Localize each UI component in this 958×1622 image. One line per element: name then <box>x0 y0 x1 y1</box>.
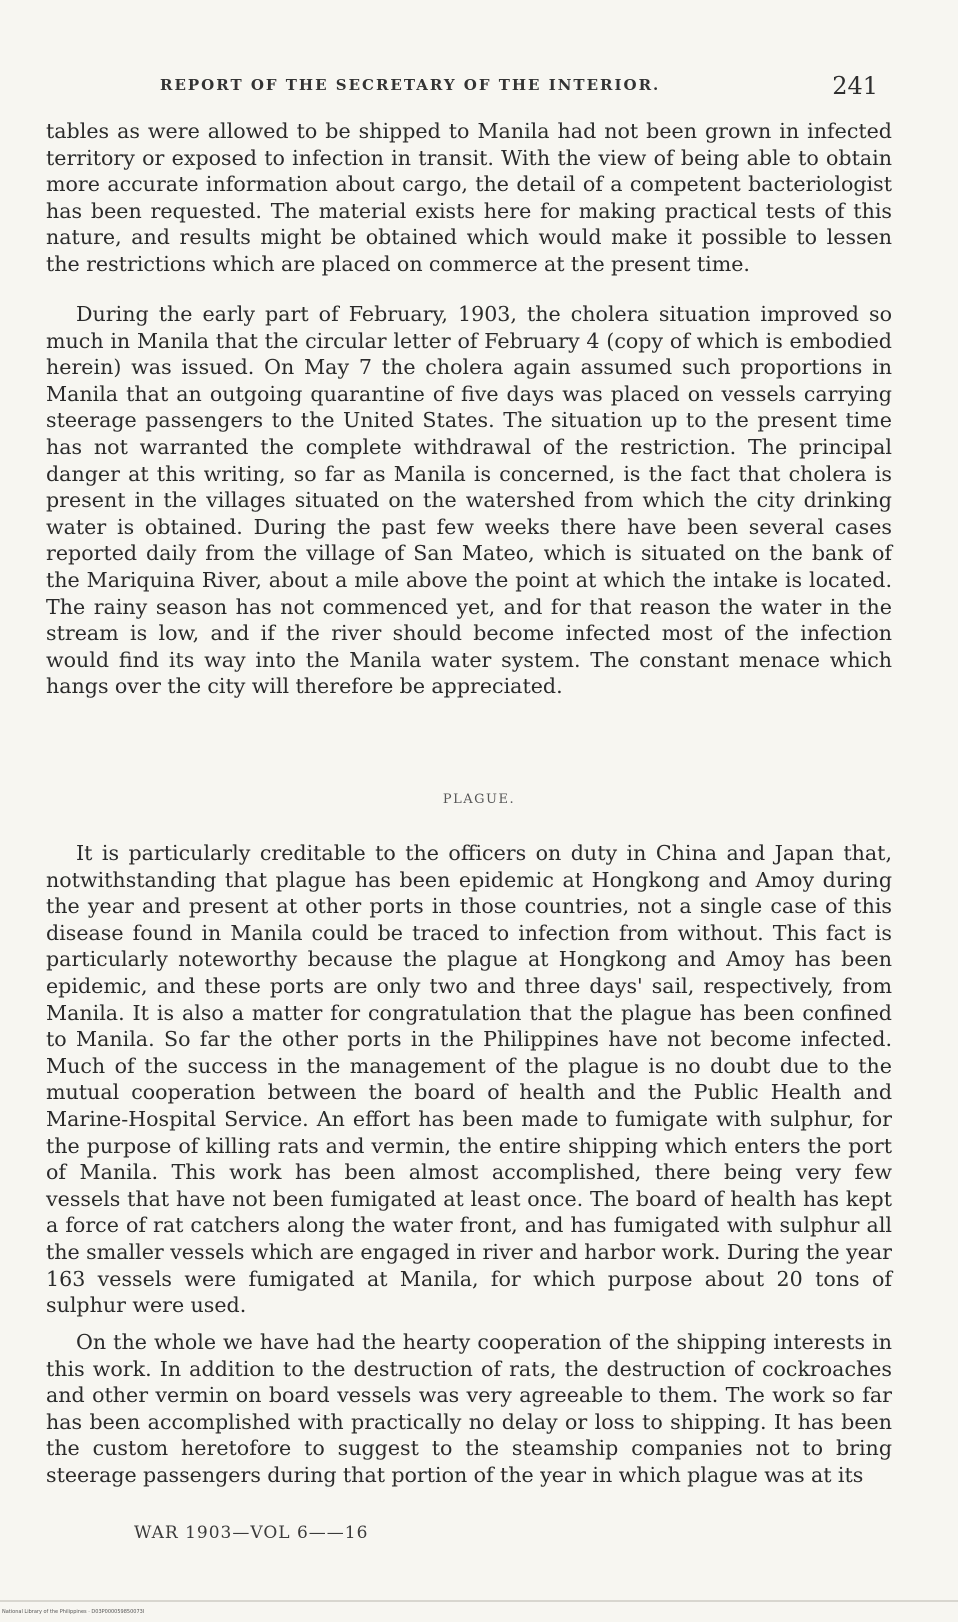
paragraph-tables-shipped: tables as were allowed to be shipped to Manila had not been grown in infected territory or exposed to infection in transit. With the view of being able to obtain more accurate information about cargo, the detail of a competent bacteriologist has been requested. The material exists here for making practical tests of this nature, and results might be obtained which would make it possible to lessen the restrictions which are placed on commerce at the present time. <box>46 119 892 276</box>
page-number: 241 <box>832 72 878 100</box>
paragraph-shipping-cooperation: On the whole we have had the hearty cooperation of the shipping interests in this work. In addition to the destruction of rats, the destruction of cockroaches and other vermin on board vessels was very agreeable to them. The work so far has been accomplished with practically no delay or loss to shipping. It has been the custom heretofore to suggest to the steamship companies not to bring steerage passengers during that portion of the year in which plague was at its <box>46 1330 892 1487</box>
section-heading-plague: PLAGUE. <box>442 792 516 807</box>
running-title: REPORT OF THE SECRETARY OF THE INTERIOR. <box>160 76 661 94</box>
page-bottom-edge <box>0 1600 958 1602</box>
paragraph-plague-creditable: It is particularly creditable to the officers on duty in China and Japan that, notwithstanding that plague has been epidemic at Hongkong and Amoy during the year and present at other ports in those countries, not a single case of this disease found in Manila could be traced to infection from without. This fact is particularly noteworthy because the plague at Hongkong and Amoy has been epidemic, and these ports are only two and three days' sail, respectively, from Manila. It is also a matter for congratulation that the plague has been confined to Manila. So far the other ports in the Philippines have not become infected. Much of the success in the management of the plague is no doubt due to the mutual cooperation between the board of health and the Public Health and Marine-Hospital Service. An effort has been made to fumigate with sulphur, for the purpose of killing rats and vermin, the entire shipping which enters the port of Manila. This work has been almost accomplished, there being very few vessels that have not been fumigated at least once. The board of health has kept a force of rat catchers along the water front, and has fumigated with sulphur all the smaller vessels which are engaged in river and harbor work. During the year 163 vessels were fumigated at Manila, for which purpose about 20 tons of sulphur were used. <box>46 841 892 1318</box>
running-head <box>160 72 886 102</box>
signature-line: WAR 1903—VOL 6——16 <box>134 1523 369 1543</box>
paragraph-cholera-situation: During the early part of February, 1903, the cholera situation improved so much in Manila that the circular letter of February 4 (copy of which is embodied herein) was issued. On May 7 the cholera again assumed such proportions in Manila that an outgoing quarantine of five days was placed on vessels carrying steerage passengers to the United States. The situation up to the present time has not warranted the complete withdrawal of the restriction. The principal danger at this writing, so far as Manila is concerned, is the fact that cholera is present in the villages situated on the watershed from which the city drinking water is obtained. During the past few weeks there have been several cases reported daily from the village of San Mateo, which is situated on the bank of the Mariquina River, about a mile above the point at which the intake is located. The rainy season has not commenced yet, and for that reason the water in the stream is low, and if the river should become infected most of the infection would find its way into the Manila water system. The constant menace which hangs over the city will therefore be appreciated. <box>46 302 892 699</box>
scan-source-line: National Library of the Philippines · D03P000059850073I <box>2 1609 145 1615</box>
